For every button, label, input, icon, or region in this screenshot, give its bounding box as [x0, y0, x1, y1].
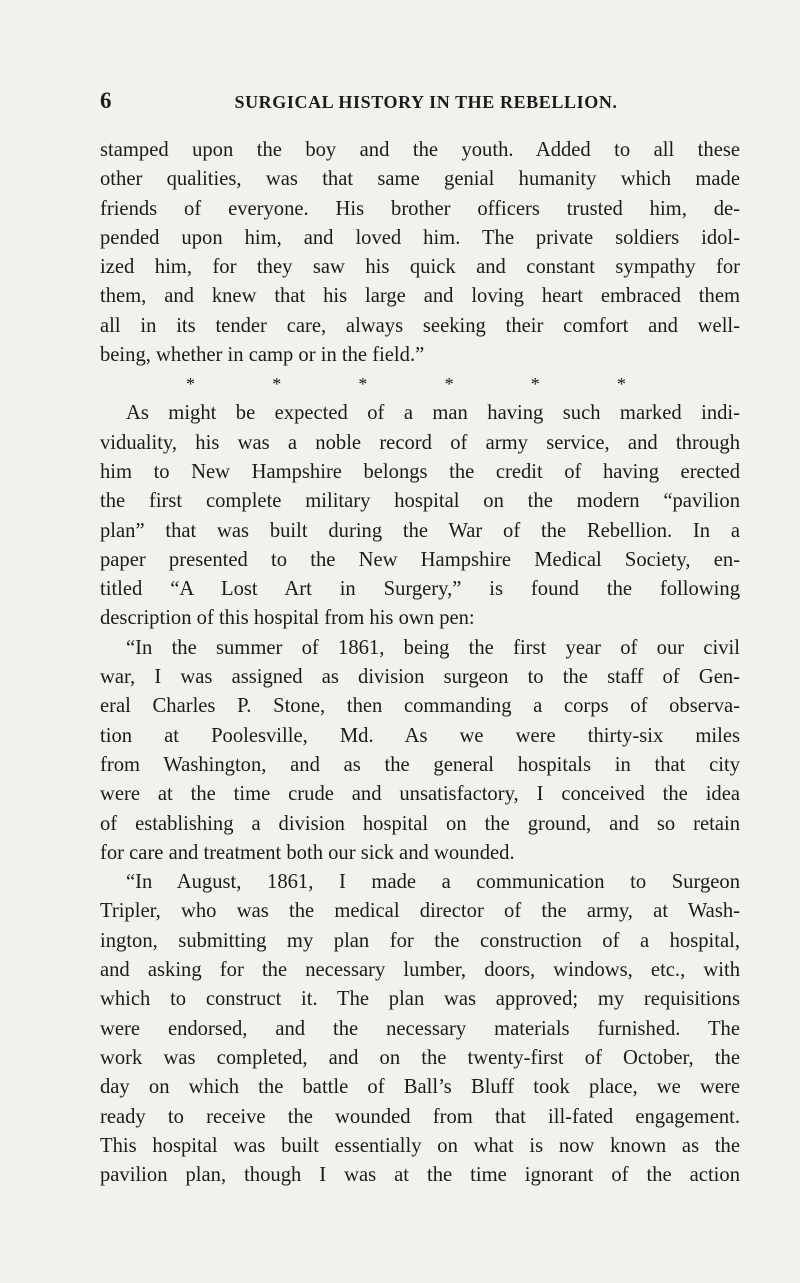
text-line: stamped upon the boy and the youth. Added to all these: [100, 139, 740, 161]
text-line: for care and treatment both our sick and wounded.: [100, 841, 515, 864]
text-line: all in its tender care, always seeking their comfort and well-: [100, 314, 740, 337]
text-line: the first complete military hospital on the modern “pavilion: [100, 490, 740, 513]
body-text: [100, 136, 740, 1190]
text-line: were endorsed, and the necessary materials furnished. The: [100, 1017, 740, 1040]
paragraph-quote-continuation: [100, 136, 740, 370]
text-line: other qualities, was that same genial humanity which made: [100, 168, 740, 191]
running-title: SURGICAL HISTORY IN THE REBELLION.: [234, 92, 618, 112]
asterisk: *: [186, 374, 195, 395]
text-line: Tripler, who was the medical director of the army, at Wash-: [100, 900, 740, 923]
text-line: them, and knew that his large and loving heart embraced them: [100, 285, 740, 308]
asterisk: *: [444, 374, 454, 395]
text-line: were at the time crude and unsatisfactory, I conceived the idea: [100, 783, 740, 806]
paragraph-summer-1861: [100, 634, 740, 868]
text-line: war, I was assigned as division surgeon to the staff of Gen-: [100, 666, 740, 689]
text-line: ized him, for they saw his quick and constant sympathy for: [100, 256, 740, 279]
text-line: tion at Poolesville, Md. As we were thirty-six miles: [100, 724, 740, 747]
text-line: “In the summer of 1861, being the first year of our civil: [126, 636, 740, 659]
text-line: friends of everyone. His brother officers trusted him, de-: [100, 197, 740, 220]
page-header: [100, 88, 740, 122]
section-separator: [186, 370, 626, 399]
text-line: being, whether in camp or in the field.”: [100, 344, 425, 367]
text-line: ready to receive the wounded from that ill-fated engagement.: [100, 1105, 740, 1128]
asterisk: *: [616, 374, 626, 395]
paragraph-military-record: [100, 399, 740, 633]
text-line: which to construct it. The plan was approved; my requisitions: [100, 988, 740, 1011]
text-line: from Washington, and as the general hospitals in that city: [100, 753, 740, 776]
text-line: description of this hospital from his own pen:: [100, 607, 475, 630]
text-line: ington, submitting my plan for the construction of a hospital,: [100, 929, 740, 952]
asterisk: *: [358, 374, 368, 395]
text-line: plan” that was built during the War of the Rebellion. In a: [100, 519, 740, 542]
text-line: This hospital was built essentially on what is now known as the: [100, 1134, 740, 1157]
text-line: him to New Hampshire belongs the credit of having erected: [100, 460, 740, 483]
text-line: titled “A Lost Art in Surgery,” is found the following: [100, 578, 740, 601]
asterisk: *: [272, 374, 282, 395]
text-line: and asking for the necessary lumber, doors, windows, etc., with: [100, 959, 740, 982]
text-line: day on which the battle of Ball’s Bluff took place, we were: [100, 1076, 740, 1099]
text-line: As might be expected of a man having such marked indi-: [126, 402, 740, 425]
text-line: viduality, his was a noble record of army service, and through: [100, 431, 740, 454]
text-line: eral Charles P. Stone, then commanding a corps of observa-: [100, 695, 740, 718]
text-line: paper presented to the New Hampshire Medical Society, en-: [100, 548, 740, 571]
text-line: work was completed, and on the twenty-first of October, the: [100, 1046, 740, 1069]
text-line: of establishing a division hospital on the ground, and so retain: [100, 812, 740, 835]
asterisk: *: [530, 374, 540, 395]
paragraph-august-1861: [100, 868, 740, 1190]
text-line: pended upon him, and loved him. The private soldiers idol-: [100, 226, 740, 249]
text-line: pavilion plan, though I was at the time ignorant of the action: [100, 1164, 740, 1187]
text-line: “In August, 1861, I made a communication to Surgeon: [126, 871, 740, 894]
page-number: 6: [100, 88, 112, 113]
